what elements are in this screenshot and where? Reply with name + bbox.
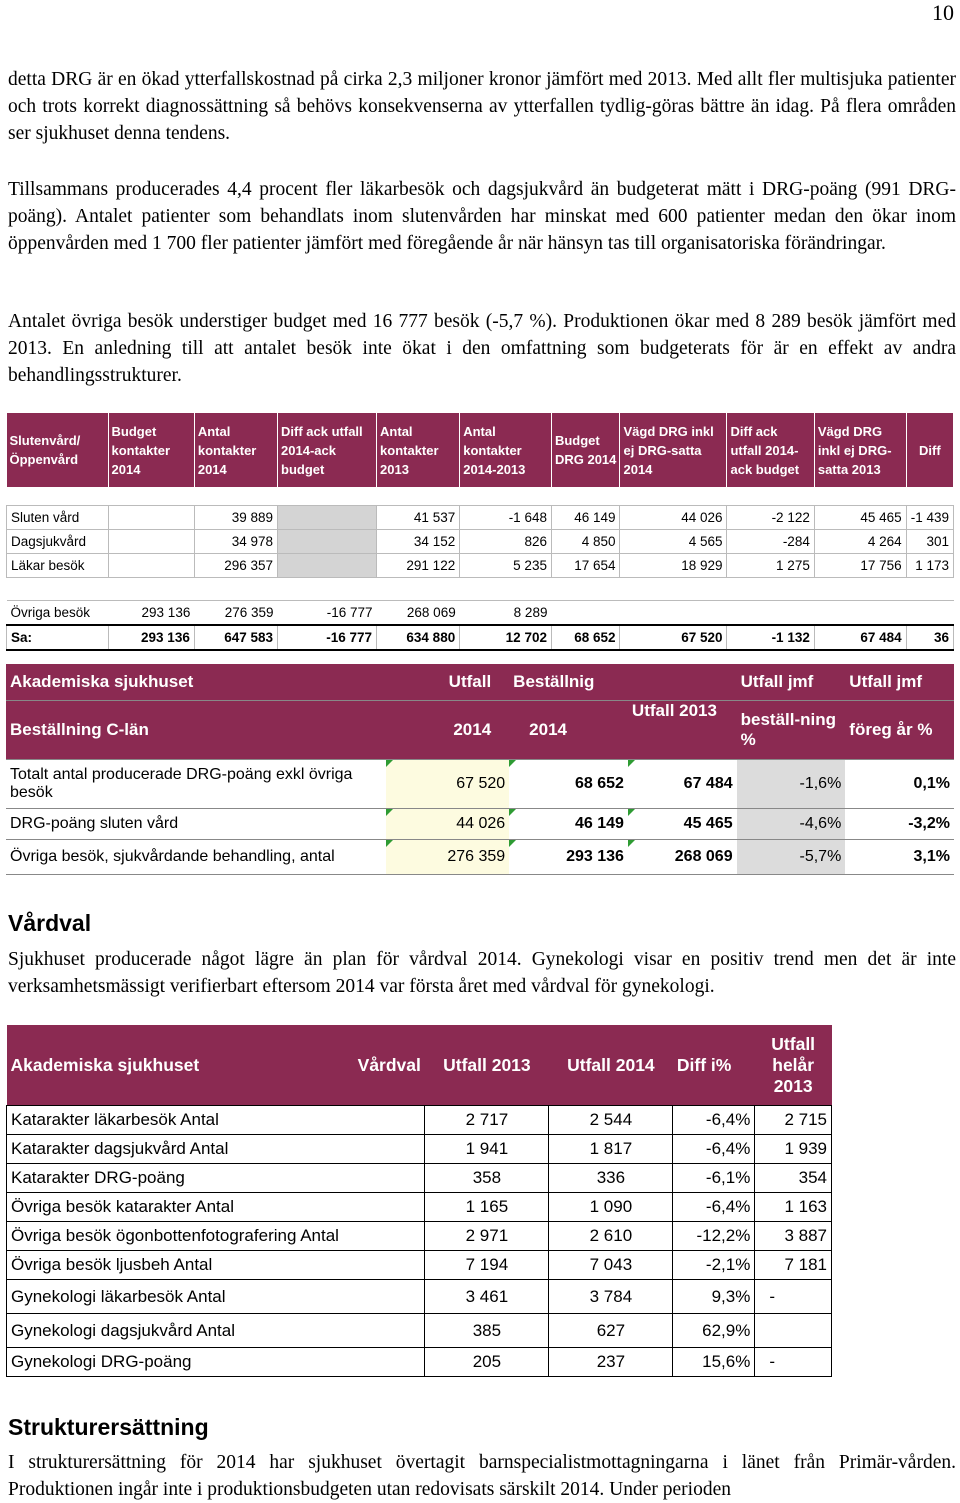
paragraph-vardval: Sjukhuset producerade något lägre än plan för vårdval 2014. Gynekologi visar en positiv trend men det är inte verksamhetsmässigt verifierbart eftersom 2014 var första året med vårdval för gynekologi. bbox=[8, 949, 956, 997]
cell: 18 929 bbox=[620, 554, 727, 578]
cell: -16 777 bbox=[278, 625, 377, 650]
cell: 3 887 bbox=[755, 1222, 832, 1251]
cell: 67 520 bbox=[620, 625, 727, 650]
cell: 291 122 bbox=[377, 554, 460, 578]
cell: 634 880 bbox=[377, 625, 460, 650]
cell: -1 648 bbox=[460, 506, 552, 530]
table-row bbox=[7, 1193, 832, 1222]
vardval-table bbox=[6, 1025, 832, 1377]
cell: 34 152 bbox=[377, 530, 460, 554]
table-row bbox=[7, 554, 954, 578]
col-header: Vårdval bbox=[319, 1025, 425, 1106]
cell bbox=[278, 530, 377, 554]
paragraph-1: detta DRG är en ökad ytterfallskostnad på cirka 2,3 miljoner kronor jämfört med 2013. Med allt fler multisjuka patienter och trots korrekt diagnossättning så behövs konsekvenserna av ytterfallen tydlig-göras bättre än idag. På flera områden ser sjukhuset denna tendens. bbox=[8, 69, 956, 144]
col-header: Akademiska sjukhuset bbox=[7, 1025, 319, 1106]
table-row bbox=[6, 809, 954, 840]
cell: 44 026 bbox=[386, 809, 509, 840]
cell: 1 090 bbox=[549, 1193, 673, 1222]
cell: 39 889 bbox=[194, 506, 277, 530]
table-header-row bbox=[6, 701, 954, 760]
row-label: Sluten vård bbox=[7, 506, 109, 530]
cell: 67 520 bbox=[386, 760, 509, 809]
table-row bbox=[7, 1164, 832, 1193]
cell: 205 bbox=[425, 1348, 549, 1377]
table-header-row bbox=[7, 1025, 832, 1106]
cell: 7 194 bbox=[425, 1251, 549, 1280]
cell: 268 069 bbox=[628, 840, 737, 875]
section-heading-vardval: Vårdval bbox=[8, 910, 92, 936]
row-label: Sa: bbox=[7, 625, 109, 650]
cell: 17 654 bbox=[551, 554, 620, 578]
cell bbox=[108, 506, 194, 530]
cell: 4 264 bbox=[814, 530, 906, 554]
col-header: 2014 bbox=[386, 701, 509, 760]
col-header bbox=[628, 664, 737, 701]
col-header: Budget DRG 2014 bbox=[551, 413, 620, 487]
cell: 46 149 bbox=[551, 506, 620, 530]
cell bbox=[906, 601, 953, 626]
cell: -1 439 bbox=[906, 506, 953, 530]
cell: 5 235 bbox=[460, 554, 552, 578]
cell: 237 bbox=[549, 1348, 673, 1377]
cell: -1,6% bbox=[737, 760, 846, 809]
row-label: Katarakter läkarbesök Antal bbox=[7, 1106, 425, 1135]
col-header: Diff bbox=[906, 413, 953, 487]
cell bbox=[278, 506, 377, 530]
cell: -1 132 bbox=[727, 625, 814, 650]
cell: 67 484 bbox=[628, 760, 737, 809]
cell: 293 136 bbox=[509, 840, 628, 875]
table-row-other-visits bbox=[7, 601, 954, 626]
row-label: Gynekologi DRG-poäng bbox=[7, 1348, 425, 1377]
cell bbox=[620, 601, 727, 626]
cell: 358 bbox=[425, 1164, 549, 1193]
col-header: Utfall 2014 bbox=[549, 1025, 673, 1106]
cell: 1 939 bbox=[755, 1135, 832, 1164]
table-header-row bbox=[6, 664, 954, 701]
cell: 1 165 bbox=[425, 1193, 549, 1222]
spacer-row bbox=[7, 487, 954, 506]
col-header: beställ-ning % bbox=[737, 701, 846, 760]
table-row bbox=[7, 1106, 832, 1135]
cell: 826 bbox=[460, 530, 552, 554]
cell: 46 149 bbox=[509, 809, 628, 840]
cell: 7 043 bbox=[549, 1251, 673, 1280]
cell: -12,2% bbox=[673, 1222, 755, 1251]
row-label: DRG-poäng sluten vård bbox=[6, 809, 386, 840]
row-label: Totalt antal producerade DRG-poäng exkl övriga besök bbox=[6, 760, 386, 809]
col-header: Akademiska sjukhuset bbox=[6, 664, 386, 701]
cell: 4 565 bbox=[620, 530, 727, 554]
section-heading-struktur: Strukturersättning bbox=[8, 1414, 209, 1440]
cell: 3 784 bbox=[549, 1280, 673, 1314]
cell bbox=[814, 601, 906, 626]
cell: -6,4% bbox=[673, 1106, 755, 1135]
table-row bbox=[7, 1222, 832, 1251]
row-label: Övriga besök ögonbottenfotografering Antal bbox=[7, 1222, 425, 1251]
col-header: 2014 bbox=[509, 701, 628, 760]
col-header: Diff i% bbox=[673, 1025, 755, 1106]
spacer-row bbox=[7, 578, 954, 601]
table-row bbox=[6, 840, 954, 875]
cell: 293 136 bbox=[108, 625, 194, 650]
cell: 36 bbox=[906, 625, 953, 650]
cell: 354 bbox=[755, 1164, 832, 1193]
cell: 296 357 bbox=[194, 554, 277, 578]
cell: -284 bbox=[727, 530, 814, 554]
cell: 1 163 bbox=[755, 1193, 832, 1222]
cell: -4,6% bbox=[737, 809, 846, 840]
table-row bbox=[7, 530, 954, 554]
cell: 68 652 bbox=[551, 625, 620, 650]
cell: 2 717 bbox=[425, 1106, 549, 1135]
cell: 1 817 bbox=[549, 1135, 673, 1164]
table-row bbox=[6, 760, 954, 809]
cell: -5,7% bbox=[737, 840, 846, 875]
row-label: Övriga besök katarakter Antal bbox=[7, 1193, 425, 1222]
cell: 45 465 bbox=[814, 506, 906, 530]
cell: 276 359 bbox=[386, 840, 509, 875]
table-row bbox=[7, 1280, 832, 1314]
cell: 2 544 bbox=[549, 1106, 673, 1135]
col-header: Utfall helår 2013 bbox=[755, 1025, 832, 1106]
col-header: Vägd DRG inkl ej DRG-satta 2014 bbox=[620, 413, 727, 487]
cell bbox=[108, 554, 194, 578]
page-number: 10 bbox=[932, 0, 954, 25]
cell bbox=[108, 530, 194, 554]
table-row bbox=[7, 1251, 832, 1280]
cell: - bbox=[755, 1280, 832, 1314]
cell bbox=[727, 601, 814, 626]
cell: 276 359 bbox=[194, 601, 277, 626]
col-header: Beställning C-län bbox=[6, 701, 386, 760]
cell: - bbox=[755, 1348, 832, 1377]
cell: 293 136 bbox=[108, 601, 194, 626]
cell: 44 026 bbox=[620, 506, 727, 530]
table-sum-row bbox=[7, 625, 954, 650]
cell: 41 537 bbox=[377, 506, 460, 530]
cell: 7 181 bbox=[755, 1251, 832, 1280]
cell: -3,2% bbox=[845, 809, 954, 840]
cell: 1 173 bbox=[906, 554, 953, 578]
cell: 8 289 bbox=[460, 601, 552, 626]
table-row bbox=[7, 506, 954, 530]
cell: 647 583 bbox=[194, 625, 277, 650]
row-label: Katarakter dagsjukvård Antal bbox=[7, 1135, 425, 1164]
cell: -6,4% bbox=[673, 1135, 755, 1164]
col-header: föreg år % bbox=[845, 701, 954, 760]
row-label: Läkar besök bbox=[7, 554, 109, 578]
cell: 9,3% bbox=[673, 1280, 755, 1314]
cell bbox=[755, 1314, 832, 1348]
paragraph-struktur: I strukturersättning för 2014 har sjukhuset övertagit barnspecialistmottagningarna i länet från Primär-vården. Produktionen ingår inte i produktionsbudgeten utan redovisats särskilt 2014. Under perioden bbox=[8, 1452, 956, 1500]
col-header: Utfall jmf bbox=[845, 664, 954, 701]
contacts-drg-table bbox=[6, 413, 954, 651]
col-header: Slutenvård/ Öppenvård bbox=[7, 413, 109, 487]
cell: 385 bbox=[425, 1314, 549, 1348]
cell: 68 652 bbox=[509, 760, 628, 809]
row-label: Övriga besök ljusbeh Antal bbox=[7, 1251, 425, 1280]
order-table bbox=[6, 664, 954, 875]
paragraph-2: Tillsammans producerades 4,4 procent fler läkarbesök och dagsjukvård än budgeterat mätt i DRG-poäng (991 DRG-poäng). Antalet patienter som behandlats inom slutenvården har minskat med 600 patienter medan den ökar inom öppenvården med 1 700 fler patienter jämfört med föregående år när hänsyn tas till organisatoriska förändringar. bbox=[8, 179, 956, 254]
cell: 3,1% bbox=[845, 840, 954, 875]
cell: 2 715 bbox=[755, 1106, 832, 1135]
table-row bbox=[7, 1348, 832, 1377]
col-header: Utfall jmf bbox=[737, 664, 846, 701]
cell: 4 850 bbox=[551, 530, 620, 554]
cell: -16 777 bbox=[278, 601, 377, 626]
cell: 268 069 bbox=[377, 601, 460, 626]
col-header: Antal kontakter 2014-2013 bbox=[460, 413, 552, 487]
table-row bbox=[7, 1135, 832, 1164]
cell: 15,6% bbox=[673, 1348, 755, 1377]
col-header: Utfall 2013 bbox=[425, 1025, 549, 1106]
cell: 0,1% bbox=[845, 760, 954, 809]
cell: -2,1% bbox=[673, 1251, 755, 1280]
col-header: Antal kontakter 2013 bbox=[377, 413, 460, 487]
col-header: Beställnig bbox=[509, 664, 628, 701]
row-label: Övriga besök bbox=[7, 601, 109, 626]
cell: 1 941 bbox=[425, 1135, 549, 1164]
cell: 2 971 bbox=[425, 1222, 549, 1251]
cell: 62,9% bbox=[673, 1314, 755, 1348]
cell: 627 bbox=[549, 1314, 673, 1348]
paragraph-3: Antalet övriga besök understiger budget med 16 777 besök (-5,7 %). Produktionen ökar med 8 289 besök jämfört med 2013. En anledning till att antalet besök inte ökat i den omfattning som budgeterats för är en effekt av andra behandlingsstrukturer. bbox=[8, 311, 956, 386]
col-header: Diff ack utfall 2014-ack budget bbox=[727, 413, 814, 487]
cell bbox=[551, 601, 620, 626]
cell: 12 702 bbox=[460, 625, 552, 650]
table-row bbox=[7, 1314, 832, 1348]
cell: -2 122 bbox=[727, 506, 814, 530]
col-header: Budget kontakter 2014 bbox=[108, 413, 194, 487]
col-header: Utfall bbox=[386, 664, 509, 701]
table-header-row bbox=[7, 413, 954, 487]
col-header: Antal kontakter 2014 bbox=[194, 413, 277, 487]
row-label: Dagsjukvård bbox=[7, 530, 109, 554]
col-header: Diff ack utfall 2014-ack budget bbox=[278, 413, 377, 487]
cell: 301 bbox=[906, 530, 953, 554]
row-label: Katarakter DRG-poäng bbox=[7, 1164, 425, 1193]
cell: 17 756 bbox=[814, 554, 906, 578]
cell: 336 bbox=[549, 1164, 673, 1193]
cell: -6,4% bbox=[673, 1193, 755, 1222]
row-label: Övriga besök, sjukvårdande behandling, antal bbox=[6, 840, 386, 875]
cell: 3 461 bbox=[425, 1280, 549, 1314]
cell: 45 465 bbox=[628, 809, 737, 840]
row-label: Gynekologi läkarbesök Antal bbox=[7, 1280, 425, 1314]
cell: 34 978 bbox=[194, 530, 277, 554]
cell bbox=[278, 554, 377, 578]
cell: 67 484 bbox=[814, 625, 906, 650]
cell: 1 275 bbox=[727, 554, 814, 578]
cell: 2 610 bbox=[549, 1222, 673, 1251]
col-header: Utfall 2013 bbox=[628, 701, 737, 760]
row-label: Gynekologi dagsjukvård Antal bbox=[7, 1314, 425, 1348]
col-header: Vägd DRG inkl ej DRG-satta 2013 bbox=[814, 413, 906, 487]
cell: -6,1% bbox=[673, 1164, 755, 1193]
